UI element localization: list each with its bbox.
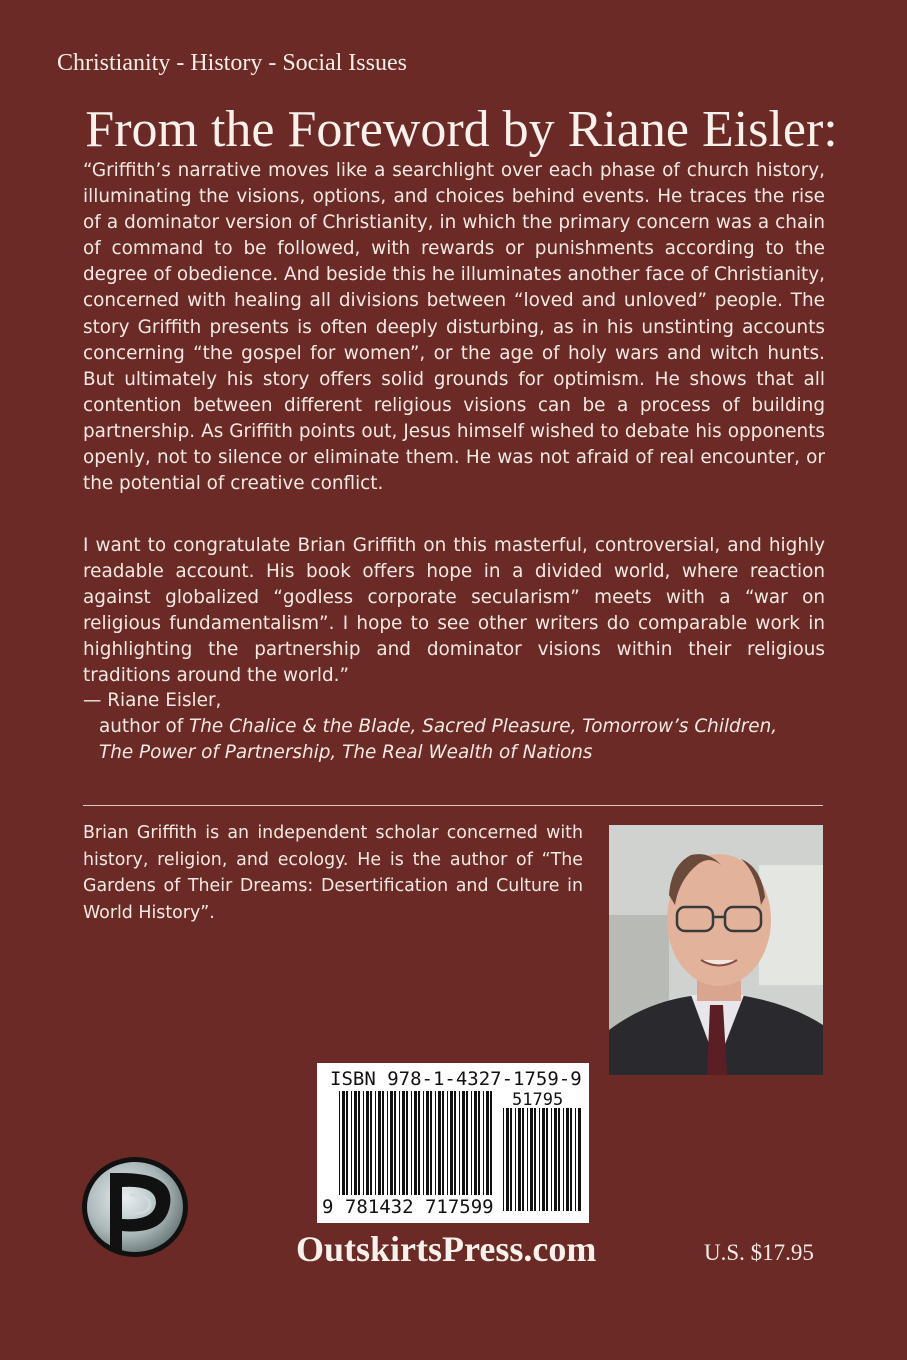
barcode-bar	[363, 1091, 364, 1195]
author-bio: Brian Griffith is an independent scholar concerned with history, religion, and ecology. He is the author of “The Gardens of Their Dreams: Desertification and Culture in World History”.	[83, 823, 583, 923]
ean-digits: 9 781432 717599	[322, 1196, 494, 1218]
barcode-bar	[339, 1091, 340, 1195]
barcode-bar	[370, 1091, 372, 1195]
barcode-bar	[387, 1091, 388, 1195]
barcode-bar	[570, 1108, 572, 1211]
barcode-bar	[534, 1108, 536, 1211]
barcode-bar	[342, 1091, 345, 1195]
barcode-bar	[471, 1091, 472, 1195]
barcode-bar	[375, 1091, 376, 1195]
works-list-1: The Chalice & the Blade, Sacred Pleasure, Tomorrow’s Children,	[189, 716, 778, 737]
quote-paragraph-2: I want to congratulate Brian Griffith on this masterful, controversial, and highly readable account. His book offers hope in a divided world, where reaction against globalized “godless corporate secularism” meets with a “war on religious fundamentalism”. I hope to see other writers do comparable work in highlighting the partnership and dominator visions within their religious traditions around the world.”	[83, 535, 825, 687]
barcode-bar	[426, 1091, 429, 1195]
publisher-name: OutskirtsPress.com	[296, 1229, 597, 1269]
barcode-bar	[354, 1091, 357, 1195]
barcode-bar	[483, 1091, 484, 1195]
barcode-bar	[515, 1108, 516, 1211]
section-divider	[83, 805, 823, 806]
barcode-bar	[402, 1091, 405, 1195]
attribution-works-line2: The Power of Partnership, The Real Wealth of Nations	[99, 742, 593, 763]
barcode-bar	[566, 1108, 569, 1211]
barcode-bar	[346, 1091, 348, 1195]
barcode-bar	[466, 1091, 468, 1195]
barcode-bar	[474, 1091, 477, 1195]
barcode-bar	[351, 1091, 352, 1195]
barcode-bar	[450, 1091, 453, 1195]
barcode-bar	[539, 1108, 540, 1211]
barcode-bar	[522, 1108, 524, 1211]
barcode-bar	[406, 1091, 408, 1195]
publisher-logo-icon	[80, 1155, 190, 1259]
barcode-bar	[430, 1091, 432, 1195]
barcode-bar	[411, 1091, 412, 1195]
foreword-heading: From the Foreword by Riane Eisler:	[85, 101, 838, 158]
barcode-bar	[527, 1108, 528, 1211]
barcode-bar	[358, 1091, 360, 1195]
barcode-bar	[423, 1091, 424, 1195]
price-code: 51795	[512, 1090, 564, 1110]
barcode-bar	[462, 1091, 465, 1195]
barcode-bar	[394, 1091, 396, 1195]
barcode-bar	[378, 1091, 381, 1195]
barcode-bar	[546, 1108, 548, 1211]
barcode-bar	[518, 1108, 521, 1211]
barcode-bar	[447, 1091, 448, 1195]
barcode-bar	[563, 1108, 564, 1211]
quote-paragraph-1: “Griffith’s narrative moves like a searchlight over each phase of church history, illuminating the visions, options, and choices behind events. He traces the rise of a dominator version of Christianity, in which the primary concern was a chain of command to be followed, with rewards or punishments according to the degree of obedience. And beside this he illuminates another face of Christianity, concerned with healing all divisions between “loved and unloved” people. The story Griffith presents is often deeply disturbing, as in his unstinting accounts concerning “the gospel for women”, or the age of holy wars and witch hunts. But ultimately his story offers solid grounds for optimism. He shows that all contention between different religious visions can be a process of building partnership. As Griffith points out, Jesus himself wished to debate his opponents openly, not to silence or eliminate them. He was not afraid of real encounter, or the potential of creative conflict.	[83, 160, 825, 495]
barcode-bar	[478, 1091, 480, 1195]
attribution-works-line1	[83, 714, 777, 740]
barcode-bar	[418, 1091, 420, 1195]
barcode-bar	[442, 1091, 444, 1195]
barcode-bar	[382, 1091, 384, 1195]
barcode-bar	[435, 1091, 436, 1195]
attribution-name: — Riane Eisler,	[83, 690, 222, 711]
barcode-bar	[510, 1108, 512, 1211]
category-line: Christianity - History - Social Issues	[57, 50, 407, 76]
retail-price: U.S. $17.95	[704, 1240, 814, 1265]
barcode-bar	[575, 1108, 576, 1211]
barcode-bar	[542, 1108, 545, 1211]
barcode-bar	[503, 1108, 504, 1211]
barcode-bar	[554, 1108, 557, 1211]
barcode-bar	[390, 1091, 393, 1195]
attribution	[83, 688, 777, 766]
barcode-bar	[438, 1091, 441, 1195]
barcode-bar	[366, 1091, 369, 1195]
barcode-bar	[490, 1091, 492, 1195]
barcode-bar	[414, 1091, 417, 1195]
barcode-bar	[551, 1108, 552, 1211]
barcode-bar	[530, 1108, 533, 1211]
author-photo	[609, 825, 823, 1075]
barcode-bar	[578, 1108, 581, 1211]
barcode-bar	[506, 1108, 509, 1211]
barcode-bar	[486, 1091, 489, 1195]
barcode-bar	[399, 1091, 400, 1195]
attribution-prefix: author of	[99, 716, 190, 737]
barcode-bar	[454, 1091, 456, 1195]
barcode-bar	[558, 1108, 560, 1211]
isbn-label: ISBN 978-1-4327-1759-9	[330, 1068, 582, 1090]
barcode-bar	[459, 1091, 460, 1195]
